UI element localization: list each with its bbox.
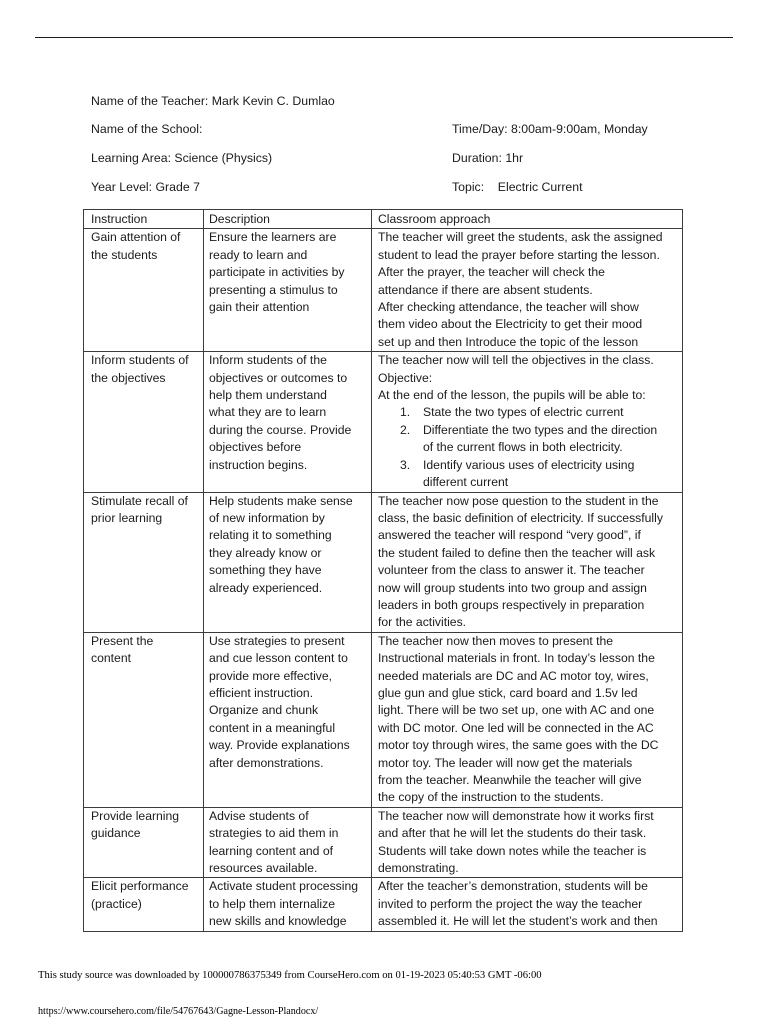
column-header-approach bbox=[372, 210, 683, 229]
table-row bbox=[84, 492, 683, 632]
approach-text: The teacher now then moves to present the Instructional materials in front. In today’s lesson the needed materials are DC and AC motor toy, wires, glue gun and glue stick, card board and 1.5v led light. There will be two set up, one with AC and one with DC motor. One led will be connected in the AC motor toy through wires, the same goes with the DC motor toy. The leader will now get the materials from the teacher. Meanwhile the teacher will give the copy of the instruction to the students. bbox=[378, 633, 659, 805]
description-cell bbox=[204, 807, 372, 878]
teacher-name-field: Name of the Teacher: Mark Kevin C. Dumlao bbox=[91, 94, 335, 108]
description-text: Use strategies to present and cue lesson content to provide more effective, efficient instruction. Organize and chunk content in a meaningful way. Provide explanations after demonstrations. bbox=[209, 633, 350, 770]
table-row bbox=[84, 632, 683, 807]
description-cell bbox=[204, 632, 372, 807]
description-cell bbox=[204, 878, 372, 931]
approach-text: After the teacher’s demonstration, students will be invited to perform the project the way the teacher assembled it. He will let the student’s work and then bbox=[378, 879, 658, 929]
description-text: Activate student processing to help them internalize new skills and knowledge bbox=[209, 879, 359, 929]
approach-cell bbox=[372, 878, 683, 931]
approach-cell bbox=[372, 492, 683, 632]
learning-area-field: Learning Area: Science (Physics) bbox=[91, 151, 273, 165]
approach-text: The teacher now will tell the objectives in the class. Objective: At the end of the lesson, the pupils will be able to: bbox=[378, 353, 654, 403]
description-text: Ensure the learners are ready to learn and participate in activities by presenting a stimulus to gain their attention bbox=[209, 230, 345, 315]
table-row bbox=[84, 807, 683, 878]
instruction-cell bbox=[84, 807, 204, 878]
time-day-field: Time/Day: 8:00am-9:00am, Monday bbox=[452, 122, 648, 136]
instruction-cell bbox=[84, 492, 204, 632]
instruction-text: Provide learning guidance bbox=[91, 808, 180, 841]
description-cell bbox=[204, 492, 372, 632]
list-item bbox=[378, 404, 678, 421]
approach-text: The teacher now will demonstrate how it works first and after that he will let the students do their task. Students will take down notes while the teacher is demonstrating. bbox=[378, 808, 654, 876]
approach-cell bbox=[372, 807, 683, 878]
source-url: https://www.coursehero.com/file/54767643/Gagne-Lesson-Plandocx/ bbox=[38, 1006, 319, 1017]
topic-field: Topic: Electric Current bbox=[452, 180, 583, 194]
instruction-cell bbox=[84, 229, 204, 352]
instruction-cell bbox=[84, 632, 204, 807]
list-item-number: 3. bbox=[400, 457, 411, 472]
table-row bbox=[84, 229, 683, 352]
approach-cell bbox=[372, 352, 683, 492]
list-item-number: 1. bbox=[400, 405, 411, 420]
school-name-field: Name of the School: bbox=[91, 122, 203, 136]
duration-field: Duration: 1hr bbox=[452, 151, 524, 165]
list-item bbox=[378, 457, 678, 492]
column-header-label: Instruction bbox=[91, 212, 148, 226]
list-item-number: 2. bbox=[400, 422, 411, 437]
instruction-text: Elicit performance (practice) bbox=[91, 879, 189, 911]
description-text: Inform students of the objectives or outcomes to help them understand what they are to learn during the course. Provide objectives before instruction begins. bbox=[209, 353, 352, 472]
description-cell bbox=[204, 352, 372, 492]
column-header-description bbox=[204, 210, 372, 229]
column-header-label: Classroom approach bbox=[378, 212, 491, 226]
description-text: Help students make sense of new information by relating it to something they already know or something they have already experienced. bbox=[209, 493, 353, 595]
list-item bbox=[378, 422, 678, 457]
list-item-text: Differentiate the two types and the direction of the current flows in both electricity. bbox=[423, 422, 658, 455]
instruction-cell bbox=[84, 878, 204, 931]
download-notice: This study source was downloaded by 100000786375349 from CourseHero.com on 01-19-2023 05:40:53 GMT -06:00 bbox=[38, 970, 542, 981]
year-level-field: Year Level: Grade 7 bbox=[91, 180, 200, 194]
column-header-label: Description bbox=[209, 212, 270, 226]
approach-text: The teacher will greet the students, ask the assigned student to lead the prayer before starting the lesson. After the prayer, the teacher will check the attendance if there are absent students. After checking attendance, the teacher will show them video about the Electricity to get their mood set up and then Introduce the topic of the lesson bbox=[378, 230, 663, 349]
page-top-rule bbox=[35, 37, 733, 38]
list-item-text: Identify various uses of electricity using different current bbox=[423, 457, 635, 490]
approach-text: The teacher now pose question to the student in the class, the basic definition of electricity. If successfully answered the teacher will respond “very good”, if the student failed to define then the teacher will ask volunteer from the class to answer it. The teacher now will group students into two group and assign leaders in both groups respectively in preparation for the activities. bbox=[378, 493, 663, 630]
instruction-cell bbox=[84, 352, 204, 492]
column-header-instruction bbox=[84, 210, 204, 229]
objectives-list bbox=[378, 404, 678, 491]
list-item-text: State the two types of electric current bbox=[423, 405, 624, 420]
table-header-row bbox=[84, 210, 683, 229]
approach-cell bbox=[372, 632, 683, 807]
instruction-text: Stimulate recall of prior learning bbox=[91, 493, 188, 525]
instruction-text: Gain attention of the students bbox=[91, 230, 181, 262]
table-row bbox=[84, 352, 683, 492]
description-cell bbox=[204, 229, 372, 352]
instruction-text: Inform students of the objectives bbox=[91, 353, 189, 385]
lesson-plan-table bbox=[83, 209, 683, 932]
approach-cell bbox=[372, 229, 683, 352]
instruction-text: Present the content bbox=[91, 633, 154, 666]
table-row bbox=[84, 878, 683, 931]
description-text: Advise students of strategies to aid them in learning content and of resources available. bbox=[209, 808, 339, 876]
